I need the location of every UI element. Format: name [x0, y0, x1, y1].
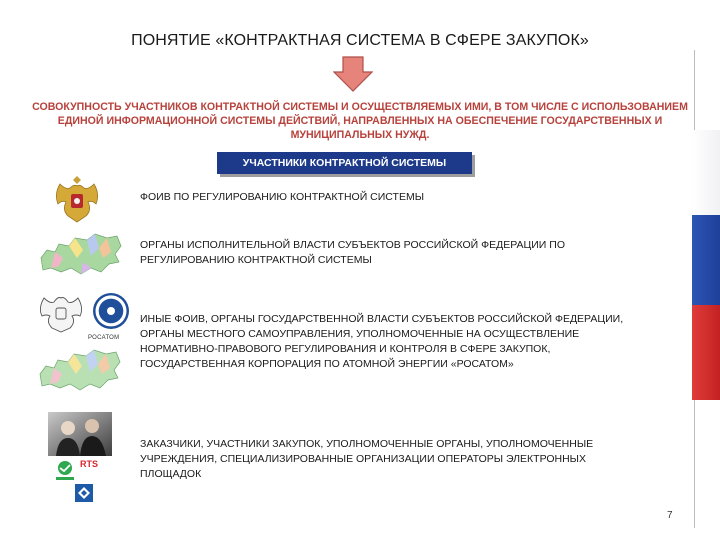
definition-text: СОВОКУПНОСТЬ УЧАСТНИКОВ КОНТРАКТНОЙ СИСТЕМЫ И ОСУЩЕСТВЛЯЕМЫХ ИМИ, В ТОМ ЧИСЛЕ С ИСПОЛЬЗОВАНИЕМ ЕДИНОЙ ИНФОРМАЦИОННОЙ СИСТЕМЫ ДЕЙСТВИЙ, НАПРАВЛЕННЫХ НА ОБЕСПЕЧЕНИЕ ГОСУДАРСТВЕННЫХ И МУНИЦИПАЛЬНЫХ НУЖД. — [32, 101, 688, 141]
rosatom-logo-icon — [92, 292, 130, 330]
flag-white-band — [692, 130, 720, 215]
page-number: 7 — [667, 510, 673, 521]
participant-item-1: ФОИВ ПО РЕГУЛИРОВАНИЮ КОНТРАКТНОЙ СИСТЕМЫ — [140, 191, 424, 203]
sberbank-logo-icon — [54, 459, 76, 481]
participants-header-label: УЧАСТНИКИ КОНТРАКТНОЙ СИСТЕМЫ — [242, 157, 447, 169]
russian-flag-stripe — [692, 130, 720, 400]
rts-logo-label: RTS — [80, 459, 98, 469]
participants-header — [217, 152, 472, 174]
participant-item-2: ОРГАНЫ ИСПОЛНИТЕЛЬНОЙ ВЛАСТИ СУБЪЕКТОВ РОССИЙСКОЙ ФЕДЕРАЦИИ ПО РЕГУЛИРОВАНИЮ КОНТРАКТНОЙ СИСТЕМЫ — [140, 239, 565, 266]
rosatom-logo-label: РОСАТОМ — [88, 335, 120, 341]
russia-map-icon — [37, 228, 123, 280]
flag-blue-band — [692, 215, 720, 305]
flag-red-band — [692, 305, 720, 400]
participant-item-4: ЗАКАЗЧИКИ, УЧАСТНИКИ ЗАКУПОК, УПОЛНОМОЧЕННЫЕ ОРГАНЫ, УПОЛНОМОЧЕННЫЕ УЧРЕЖДЕНИЯ, СПЕЦИАЛИЗИРОВАННЫЕ ОРГАНИЗАЦИИ ОПЕРАТОРЫ ЭЛЕКТРОННЫХ ПЛОЩАДОК — [140, 438, 594, 480]
russia-map-regions-icon — [36, 346, 122, 394]
people-photo-icon — [48, 412, 112, 456]
participant-item-3: ИНЫЕ ФОИВ, ОРГАНЫ ГОСУДАРСТВЕННОЙ ВЛАСТИ СУБЪЕКТОВ РОССИЙСКОЙ ФЕДЕРАЦИИ, ОРГАНЫ МЕСТНОГО САМОУПРАВЛЕНИЯ, УПОЛНОМОЧЕННЫЕ НА ОСУЩЕСТВЛЕНИЕ НОРМАТИВНО-ПРАВОВОГО РЕГУЛИРОВАНИЯ И КОНТРОЛЯ В СФЕРЕ ЗАКУПОК, ГОСУДАРСТВЕННАЯ КОРПОРАЦИЯ ПО АТОМНОЙ ЭНЕРГИИ «РОСАТОМ» — [140, 313, 624, 370]
slide-title: ПОНЯТИЕ «КОНТРАКТНАЯ СИСТЕМА В СФЕРЕ ЗАКУПОК» — [131, 32, 589, 49]
eplatform-logo-icon — [75, 484, 93, 502]
down-arrow-icon — [333, 56, 373, 92]
coat-of-arms-icon — [52, 170, 102, 228]
state-emblem-outline-icon — [36, 290, 86, 334]
